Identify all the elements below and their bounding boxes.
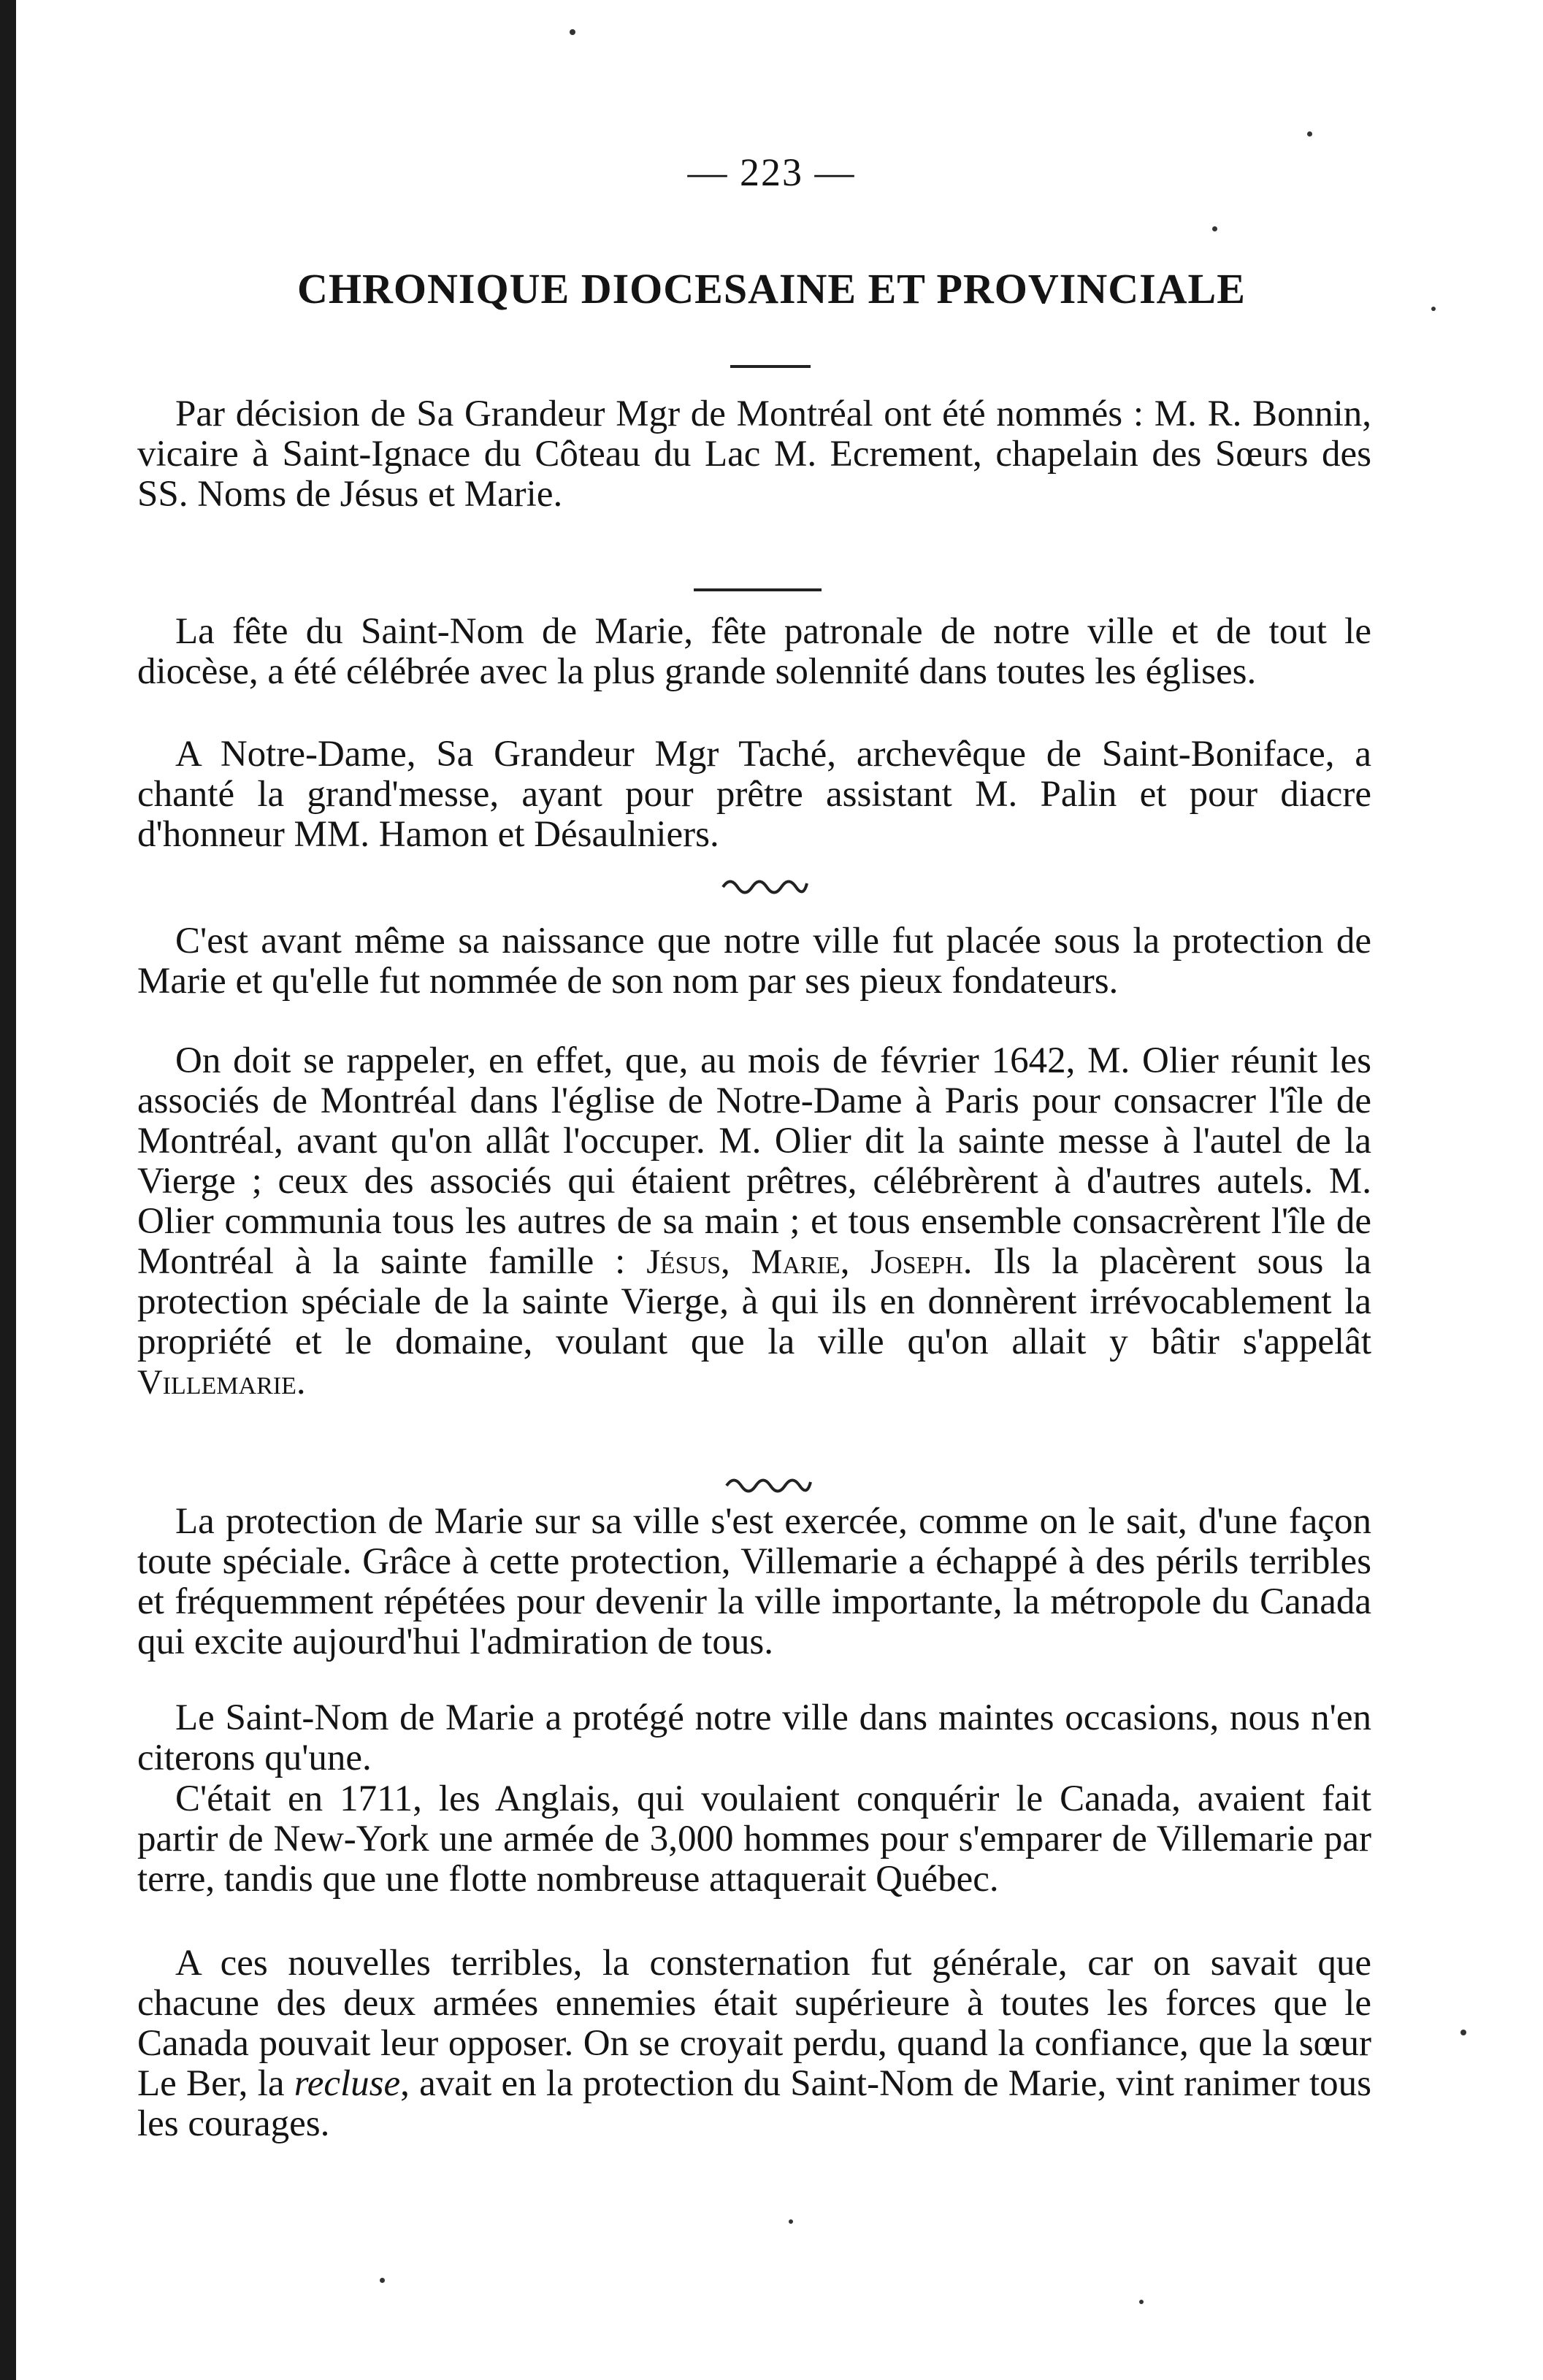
name-marie: Marie <box>751 1243 841 1281</box>
name-villemarie: Villemarie <box>137 1363 296 1402</box>
consecration-text-b: . Ils la placèrent sous la protection spéciale de la sainte Vierge, à qui ils en donnèrent irrévocablement la propriété et le domaine, voulant que la ville qu'on allait y bâtir s'appelât <box>137 1241 1372 1362</box>
scan-speck <box>1139 2300 1144 2304</box>
paragraph-nominations: Par décision de Sa Grandeur Mgr de Montréal ont été nommés : M. R. Bonnin, vicaire à Saint-Ignace du Côteau du Lac M. Ecrement, chapelain des Sœurs des SS. Noms de Jésus et Marie. <box>137 394 1371 515</box>
consecration-sep-2: , <box>840 1241 850 1282</box>
page-title: CHRONIQUE DIOCESAINE ET PROVINCIALE <box>297 265 1246 312</box>
scan-speck <box>570 29 575 35</box>
section-divider <box>694 588 822 591</box>
consternation-text-a: A ces nouvelles terribles, la consternation fut générale, car on savait que chacune des deux armées ennemies était supérieure à toutes les forces que le Canada pouvait leur opposer. On se croyait perdu, quand la confiance, que la sœur Le Ber, la <box>137 1943 1371 2104</box>
paragraph-fete: La fête du Saint-Nom de Marie, fête patronale de notre ville et de tout le diocèse, a été célébrée avec la plus grande solennité dans toutes les églises. <box>137 611 1371 692</box>
scan-speck <box>789 2219 793 2224</box>
paragraph-notre-dame: A Notre-Dame, Sa Grandeur Mgr Taché, archevêque de Saint-Boniface, a chanté la grand'messe, ayant pour prêtre assistant M. Palin et pour diacre d'honneur MM. Hamon et Désaulniers. <box>137 734 1371 855</box>
paragraph-consternation <box>137 1943 1371 2144</box>
scan-speck <box>380 2278 385 2283</box>
consecration-text-c: . <box>296 1362 306 1402</box>
paragraph-1711: C'était en 1711, les Anglais, qui voulaient conquérir le Canada, avaient fait partir de New-York une armée de 3,000 hommes pour s'emparer de Villemarie par terre, tandis que une flotte nombreuse attaquerait Québec. <box>137 1778 1371 1900</box>
page-edge <box>0 0 16 2380</box>
paragraph-consecration <box>137 1041 1371 1402</box>
paragraph-saint-nom: Le Saint-Nom de Marie a protégé notre ville dans maintes occasions, nous n'en citerons qu'une. <box>137 1697 1371 1778</box>
name-jesus: Jésus <box>646 1243 721 1281</box>
paragraph-naissance: C'est avant même sa naissance que notre ville fut placée sous la protection de Marie et qu'elle fut nommée de son nom par ses pieux fondateurs. <box>137 921 1371 1002</box>
consternation-text-b: , avait en la protection du Saint-Nom de Marie, vint ranimer tous les courages. <box>137 2063 1371 2144</box>
name-joseph: Joseph <box>870 1243 963 1281</box>
scan-speck <box>1431 307 1436 311</box>
consecration-sep-1: , <box>721 1241 730 1282</box>
word-recluse: recluse <box>294 2063 401 2104</box>
ornament-squiggle <box>719 869 811 898</box>
page-number: — 223 — <box>687 150 856 194</box>
section-divider <box>730 365 811 368</box>
ornament-squiggle <box>723 1467 814 1497</box>
paragraph-protection: La protection de Marie sur sa ville s'est exercée, comme on le sait, d'une façon toute spéciale. Grâce à cette protection, Villemarie a échappé à des périls terribles et fréquemment répétées pour devenir la ville importante, la métropole du Canada qui excite aujourd'hui l'admiration de tous. <box>137 1501 1371 1662</box>
scan-speck <box>1307 131 1312 137</box>
scan-speck <box>1212 226 1217 231</box>
consecration-text-a: On doit se rappeler, en effet, que, au mois de février 1642, M. Olier réunit les associés de Montréal dans l'église de Notre-Dame à Paris pour consacrer l'île de Montréal, avant qu'on allât l'occuper. M. Olier dit la sainte messe à l'autel de la Vierge ; ceux des associés qui étaient prêtres, célébrèrent à d'autres autels. M. Olier communia tous les autres de sa main ; et tous ensemble consacrèrent l'île de Montréal à la sainte famille : <box>137 1040 1371 1282</box>
scan-speck <box>1460 2030 1466 2035</box>
